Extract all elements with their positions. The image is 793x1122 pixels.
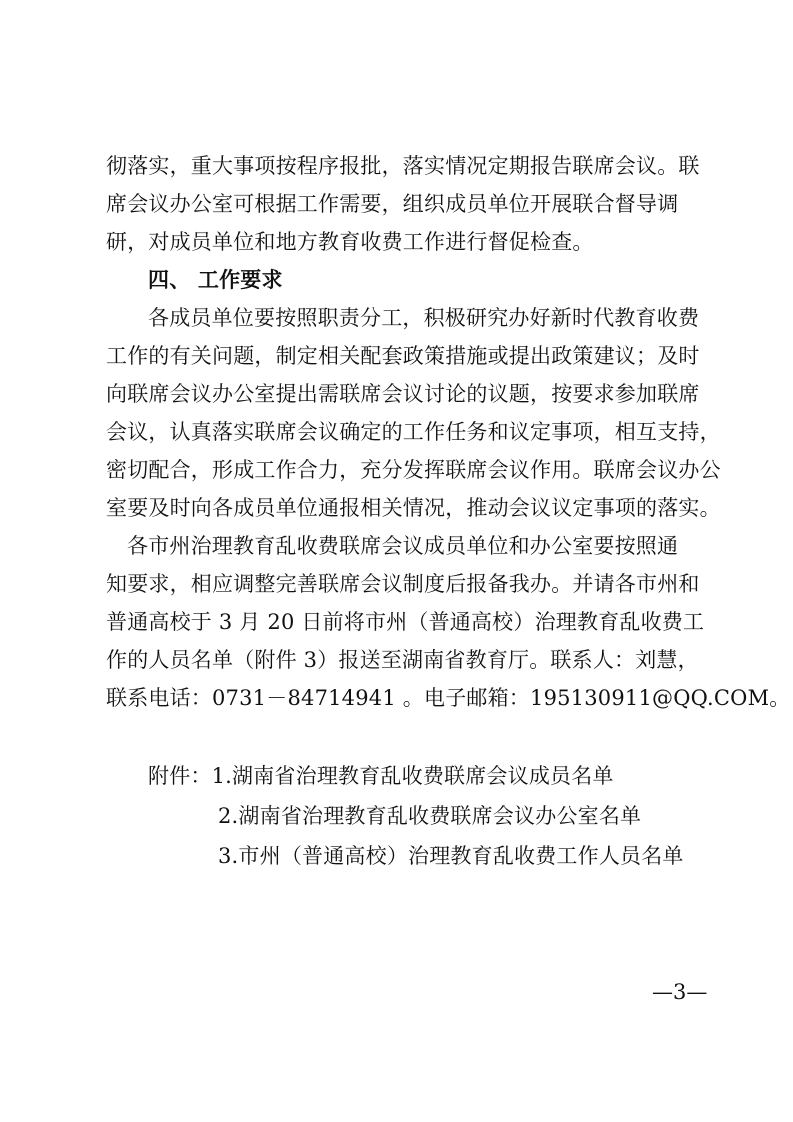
body-line-9: 密切配合，形成工作合力，充分发挥联席会议作用。联席会议办公 [106,458,721,482]
body-line-1: 彻落实，重大事项按程序报批，落实情况定期报告联席会议。联 [106,154,700,178]
body-line-15: 联系电话：0731－84714941 。电子邮箱：195130911@QQ.COM。 [106,686,791,710]
body-line-14: 作的人员名单（附件 3）报送至湖南省教育厅。联系人：刘慧， [106,648,699,672]
section-heading: 四、 工作要求 [148,268,283,292]
body-line-6: 工作的有关问题，制定相关配套政策措施或提出政策建议；及时 [106,344,700,368]
attachment-line-1: 附件：1.湖南省治理教育乱收费联席会议成员名单 [148,764,614,788]
page-number: —3— [652,980,708,1004]
body-line-10: 室要及时向各成员单位通报相关情况，推动会议议定事项的落实。 [106,496,721,520]
body-line-13: 普通高校于 3 月 20 日前将市州（普通高校）治理教育乱收费工 [106,610,705,634]
body-line-11: 各市州治理教育乱收费联席会议成员单位和办公室要按照通 [127,534,679,558]
body-line-7: 向联席会议办公室提出需联席会议讨论的议题，按要求参加联席 [106,382,700,406]
body-line-12: 知要求，相应调整完善联席会议制度后报备我办。并请各市州和 [106,572,700,596]
body-line-5: 各成员单位要按照职责分工，积极研究办好新时代教育收费 [148,306,700,330]
body-line-8: 会议，认真落实联席会议确定的工作任务和议定事项，相互支持， [106,420,721,444]
attachment-line-2: 2.湖南省治理教育乱收费联席会议办公室名单 [218,804,642,828]
body-line-3: 研，对成员单位和地方教育收费工作进行督促检查。 [106,230,594,254]
body-line-2: 席会议办公室可根据工作需要，组织成员单位开展联合督导调 [106,192,679,216]
attachment-line-3: 3.市州（普通高校）治理教育乱收费工作人员名单 [218,844,684,868]
